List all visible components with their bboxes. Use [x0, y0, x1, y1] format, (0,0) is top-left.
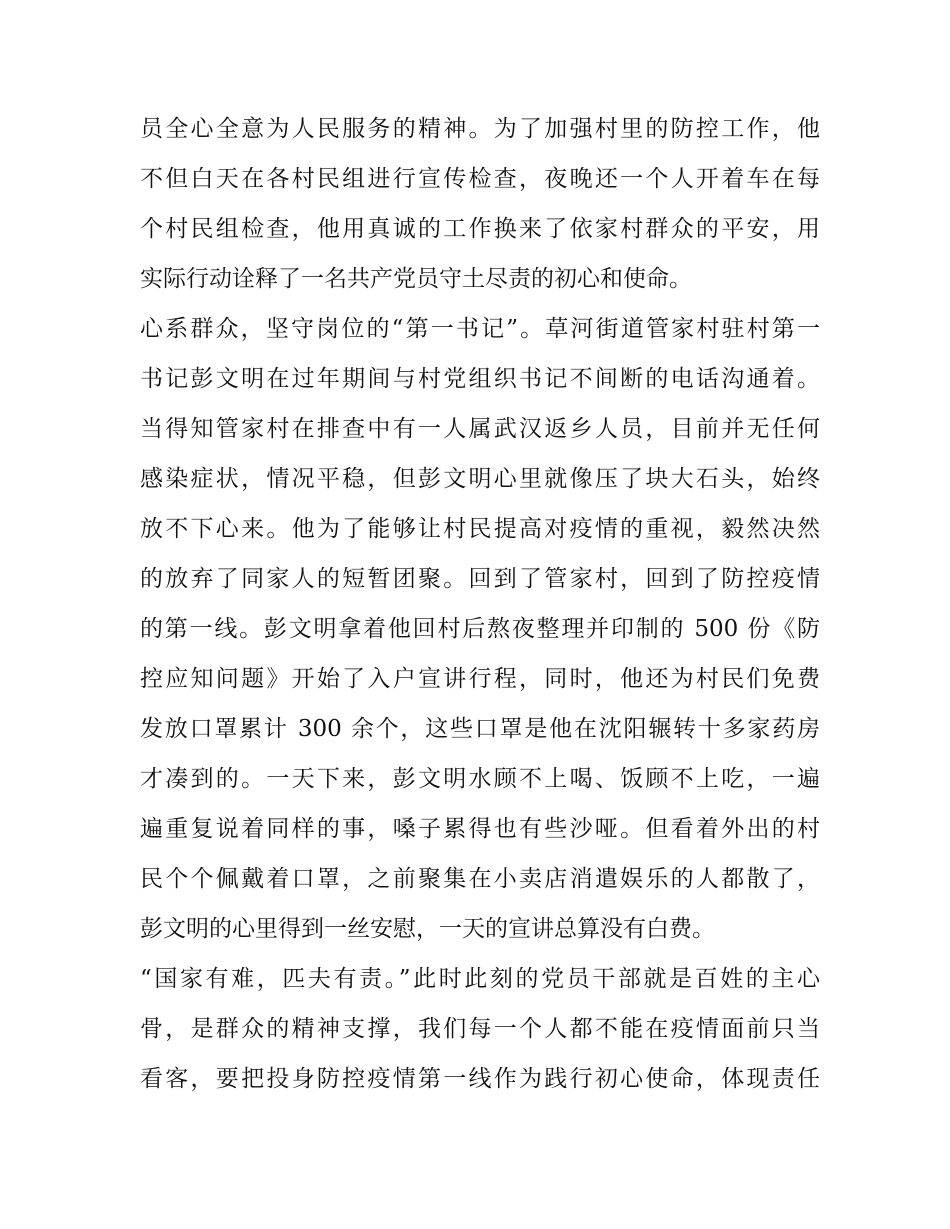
text-line: 控应知问题》开始了入户宣讲行程，同时，他还为村民们免费	[140, 666, 820, 692]
text-line: 才凑到的。一天下来，彭文明水顾不上喝、饭顾不上吃，一遍	[140, 766, 820, 792]
body-text	[140, 104, 820, 1104]
text-line: 书记彭文明在过年期间与村党组织书记不间断的电话沟通着。	[140, 366, 820, 392]
text-line: 员全心全意为人民服务的精神。为了加强村里的防控工作，他	[140, 116, 820, 142]
text-line: 看客，要把投身防控疫情第一线作为践行初心使命，体现责任	[140, 1066, 820, 1092]
text-line: 的放弃了同家人的短暂团聚。回到了管家村，回到了防控疫情	[140, 566, 820, 592]
text-line: 心系群众，坚守岗位的“第一书记”。草河街道管家村驻村第一	[140, 316, 820, 342]
text-line: 骨，是群众的精神支撑，我们每一个人都不能在疫情面前只当	[140, 1016, 820, 1042]
text-line: 实际行动诠释了一名共产党员守土尽责的初心和使命。	[140, 266, 692, 292]
text-line: 当得知管家村在排查中有一人属武汉返乡人员，目前并无任何	[140, 416, 820, 442]
paragraph-2	[140, 304, 820, 954]
text-line: 感染症状，情况平稳，但彭文明心里就像压了块大石头，始终	[140, 466, 820, 492]
text-line: 彭文明的心里得到一丝安慰，一天的宣讲总算没有白费。	[140, 916, 715, 942]
text-line: 民个个佩戴着口罩，之前聚集在小卖店消遣娱乐的人都散了，	[140, 866, 820, 892]
text-line: 放不下心来。他为了能够让村民提高对疫情的重视，毅然决然	[140, 516, 820, 542]
text-line: 发放口罩累计 300 余个，这些口罩是他在沈阳辗转十多家药房	[140, 716, 820, 742]
paragraph-1	[140, 104, 820, 304]
text-line: 个村民组检查，他用真诚的工作换来了依家村群众的平安，用	[140, 216, 820, 242]
paragraph-3	[140, 954, 820, 1104]
text-line: 遍重复说着同样的事，嗓子累得也有些沙哑。但看着外出的村	[140, 816, 820, 842]
text-line: “国家有难，匹夫有责。”此时此刻的党员干部就是百姓的主心	[140, 966, 820, 992]
text-line: 不但白天在各村民组进行宣传检查，夜晚还一个人开着车在每	[140, 166, 820, 192]
text-line: 的第一线。彭文明拿着他回村后熬夜整理并印制的 500 份《防	[140, 616, 820, 642]
